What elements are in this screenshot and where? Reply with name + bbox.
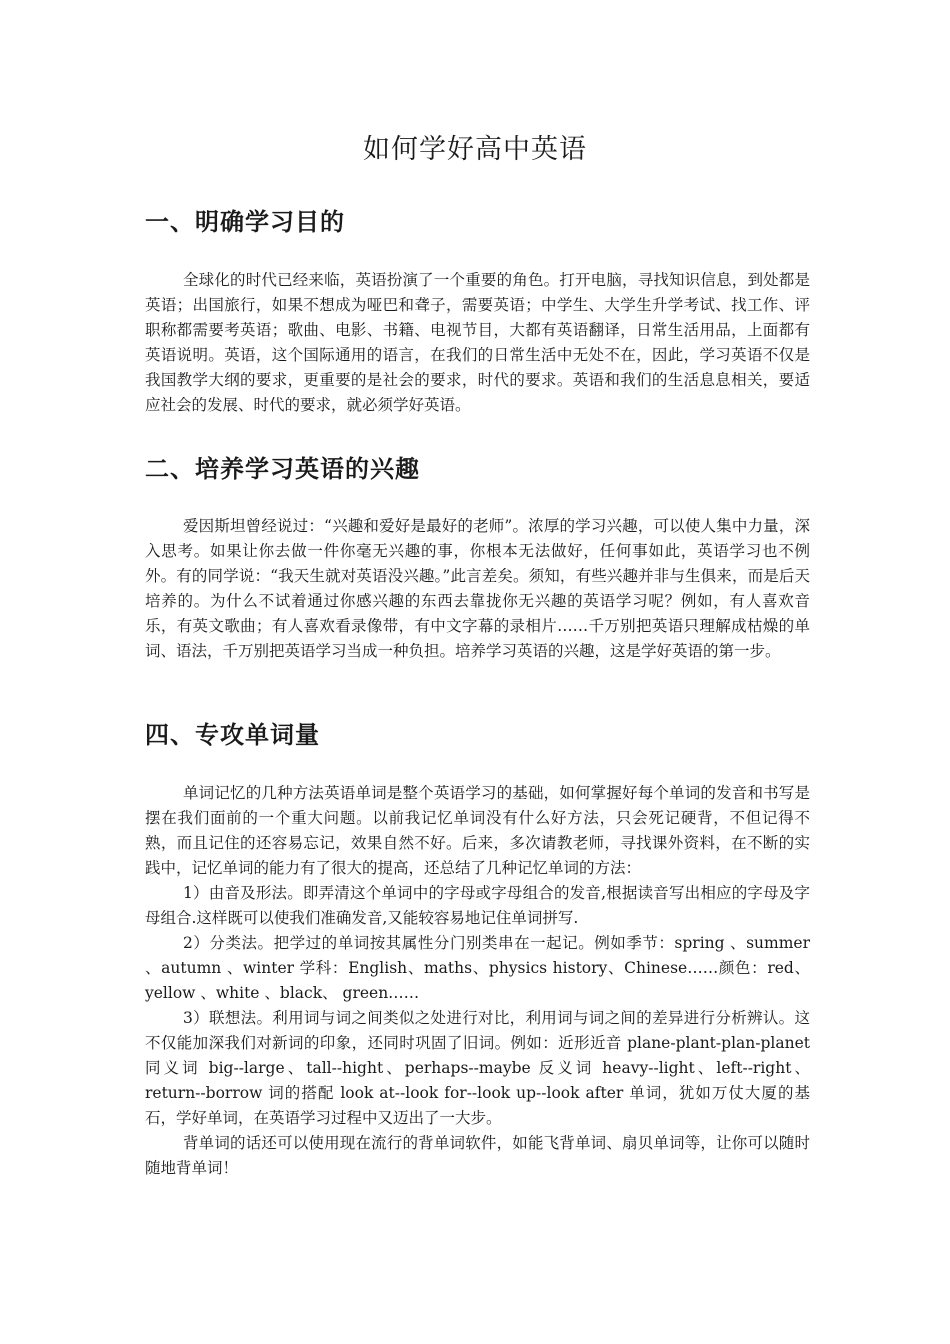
section-3-paragraph-5: 背单词的话还可以使用现在流行的背单词软件，如能飞背单词、扇贝单词等，让你可以随时随地背单词！ bbox=[145, 1134, 810, 1177]
document-title: 如何学好高中英语 bbox=[363, 134, 587, 165]
section-heading-3: 四、专攻单词量 bbox=[145, 720, 320, 749]
section-1-paragraph-1: 全球化的时代已经来临，英语扮演了一个重要的角色。打开电脑，寻找知识信息，到处都是英语；出国旅行，如果不想成为哑巴和聋子，需要英语；中学生、大学生升学考试、找工作、评职称都需要考英语；歌曲、电影、书籍、电视节目，大都有英语翻译，日常生活用品，上面都有英语说明。英语，这个国际通用的语言，在我们的日常生活中无处不在，因此，学习英语不仅是我国教学大纲的要求，更重要的是社会的要求，时代的要求。英语和我们的生活息息相关，要适应社会的发展、时代的要求，就必须学好英语。 bbox=[145, 271, 810, 414]
section-3-paragraph-2: 1）由音及形法。即弄清这个单词中的字母或字母组合的发音,根据读音写出相应的字母及字母组合.这样既可以使我们准确发音,又能较容易地记住单词拼写. bbox=[145, 884, 810, 927]
section-2-paragraph-1: 爱因斯坦曾经说过：“兴趣和爱好是最好的老师”。浓厚的学习兴趣，可以使人集中力量，深入思考。如果让你去做一件你毫无兴趣的事，你根本无法做好，任何事如此，英语学习也不例外。有的同学说：“我天生就对英语没兴趣。”此言差矣。须知，有些兴趣并非与生俱来，而是后天培养的。为什么不试着通过你感兴趣的东西去靠拢你无兴趣的英语学习呢？例如，有人喜欢音乐，有英文歌曲；有人喜欢看录像带，有中文字幕的录相片……千万别把英语只理解成枯燥的单词、语法，千万别把英语学习当成一种负担。培养学习英语的兴趣，这是学好英语的第一步。 bbox=[145, 517, 810, 660]
section-3-paragraph-1: 单词记忆的几种方法英语单词是整个英语学习的基础，如何掌握好每个单词的发音和书写是摆在我们面前的一个重大问题。以前我记忆单词没有什么好方法，只会死记硬背，不但记得不熟，而且记住的还容易忘记，效果自然不好。后来，多次请教老师，寻找课外资料，在不断的实践中，记忆单词的能力有了很大的提高，还总结了几种记忆单词的方法： bbox=[145, 784, 810, 877]
section-3-paragraph-3: 2）分类法。把学过的单词按其属性分门别类串在一起记。例如季节：spring 、summer 、autumn 、winter 学科：English、maths、physics history、Chinese……颜色：red、yellow 、white 、black、 green…… bbox=[145, 934, 810, 1002]
section-3-paragraph-4: 3）联想法。利用词与词之间类似之处进行对比，利用词与词之间的差异进行分析辨认。这不仅能加深我们对新词的印象，还同时巩固了旧词。例如：近形近音 plane-plant-plan-planet 同义词 big--large、tall--hight、perhaps--maybe 反义词 heavy--light、left--right、return--borrow 词的搭配 look at--look for--look up--look after 单词，犹如万仗大厦的基石，学好单词，在英语学习过程中又迈出了一大步。 bbox=[145, 1009, 810, 1127]
section-heading-2: 二、培养学习英语的兴趣 bbox=[145, 454, 420, 483]
section-heading-1: 一、明确学习目的 bbox=[145, 207, 345, 236]
